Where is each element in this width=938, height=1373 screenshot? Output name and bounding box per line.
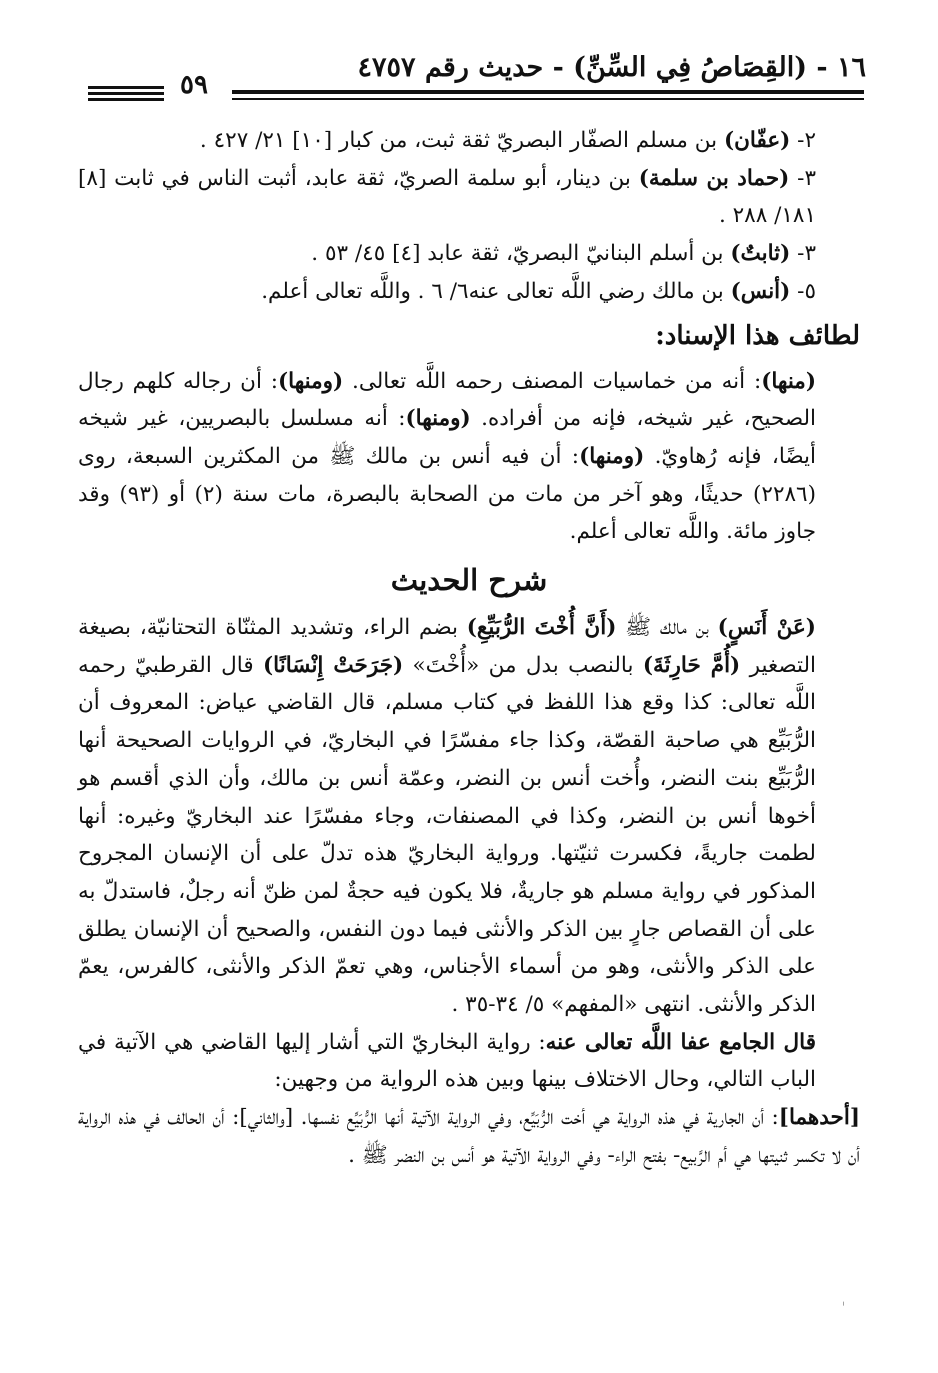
text-run: : أن رجاله كلهم رجال الصحيح، غير شيخه، فإنه من أفراده. [78, 368, 816, 432]
bold-term: قال الجامع عفا اللَّه تعالى عنه [545, 1029, 817, 1055]
page-body [78, 122, 860, 1175]
running-header-title: ١٦ - (القِصَاصُ فِي السِّنِّ) - حديث رقم ٤٧٥٧ [357, 52, 866, 83]
bold-term: [أحدهما] [778, 1105, 860, 1131]
text-run: : رواية البخاريّ التي أشار إليها القاضي هي الآتية في الباب التالي، وحال الاختلاف بينها وبين هذه الرواية من وجهين: [78, 1029, 816, 1093]
narrator-details: بن مالك رضي اللَّه تعالى عنه٦/ ٦ . واللَّه تعالى أعلم. [261, 278, 731, 304]
bold-term: (ومنها) [405, 406, 471, 432]
text-run: بالنصب بدل من «أُخْتَ» [403, 652, 643, 678]
text-run: : أن الجارية في هذه الرواية هي أخت الرُّبَيِّع، وفي الرواية الآتية أنها الرُّبَيِّع نفسها. [والثاني]: أن الحالف في هذه الرواية أن لا تكسر ثنيتها هي أم الرَّبيع- بفتح الراء- وفي الرواية الآتية هو أنس بن النضر ﷺ . [78, 1105, 860, 1168]
header-rule-left-top [88, 86, 164, 89]
sharh-paragraph-2 [78, 1024, 860, 1099]
page-number: ٥٩ [180, 70, 208, 100]
lataif-paragraph [78, 363, 860, 552]
narrator-name: (ثابتٌ) [730, 241, 791, 267]
narrator-entry [78, 122, 860, 160]
narrator-entry [78, 273, 860, 311]
text-run: بن مالك ﷺ [616, 615, 718, 641]
narrator-number: ٣- [789, 165, 816, 191]
bold-term: (ومنها) [579, 443, 645, 469]
header-rule-main-thick [232, 90, 864, 94]
sharh-paragraph-1 [78, 609, 860, 1024]
narrator-details: بن مسلم الصفّار البصريّ ثقة ثبت، من كبار [١٠] ٢١/ ٤٢٧ . [199, 128, 724, 153]
narrator-name: (عفّان) [723, 128, 791, 153]
bold-term: (جَرَحَتْ إِنْسَانًا) [263, 652, 404, 678]
bold-term: (منها) [761, 368, 816, 394]
sharh-paragraph-3 [78, 1099, 860, 1174]
bold-term: (أَنَّ أُخْتَ الرُّبَيِّعِ) [466, 615, 617, 641]
narrator-entry [78, 160, 860, 235]
header-rule-main-thin [232, 98, 864, 100]
narrator-name: (حماد بن سلمة) [638, 165, 790, 191]
text-run: قال القرطبيّ رحمه اللَّه تعالى: كذا وقع هذا اللفظ في كتاب مسلم، قال القاضي عياض: المعروف أن الرُّبَيِّع هي صاحبة القصّة، وكذا جاء مفسّرًا في البخاريّ، في الروايات الصحيحة أنها الرُّبَيِّع بنت النضر، وأُخت أنس بن النضر، وعمّة أنس بن مالك، وأن الذي أقسم هو أخوها أنس بن النضر، وكذا في المصنفات، وجاء مفسّرًا عند البخاريّ وغيره: أنها لطمت جاريةً، فكسرت ثنيّتها. ورواية البخاريّ هذه تدلّ على أن الإنسان المجروح المذكور في رواية مسلم هو جاريةٌ، فلا يكون فيه حجةٌ لمن ظنّ أنه رجلٌ، فاستدلّ به على أن القصاص جارٍ بين الذكر والأنثى فيما دون النفس، والصحيح أن الإنسان يطلق على الذكر والأنثى، وهو من أسماء الأجناس، وهي تعمّ الذكر والأنثى، كالفرس، يعمّ الذكر والأنثى. انتهى «المفهم» ٥/ ٣٤-٣٥ . [78, 652, 816, 1018]
narrator-details: بن دينار، أبو سلمة الصريّ، ثقة عابد، أثبت الناس في ثابت [٨] ١٨١/ ٢٨٨ . [78, 165, 816, 229]
bold-term: (أُمَّ حَارِثَةَ) [642, 652, 741, 678]
text-run: : أنه من خماسيات المصنف رحمه اللَّه تعالى. [343, 368, 762, 394]
bold-term: (عَنْ أَنَسٍ) [717, 615, 816, 641]
text-run: بضم الراء، وتشديد المثنّاة التحتانيّة، بصيغة التصغير [78, 615, 816, 678]
header-rule-left-bottom [88, 98, 164, 101]
narrator-number: ٥- [790, 278, 816, 304]
narrator-list [78, 122, 860, 311]
text-run: : أن فيه أنس بن مالك ﷺ من المكثرين السبعة، روى (٢٢٨٦) حديثًا، وهو آخر من مات من الصحابة بالبصرة، مات سنة (٢) أو (٩٣) وقد جاوز مائة. واللَّه تعالى أعلم. [78, 443, 816, 545]
narrator-details: بن أسلم البنانيّ البصريّ، ثقة عابد [٤] ٤٥/ ٥٣ . [311, 241, 731, 267]
lataif-heading: لطائف هذا الإسناد: [655, 320, 860, 351]
text-run: : أنه مسلسل بالبصريين، غير شيخه أيضًا، فإنه رُهاويّ. [78, 406, 817, 469]
sharh-heading: شرح الحديث [390, 563, 548, 598]
header-rule-left-mid [88, 92, 164, 95]
bold-term: (ومنها) [277, 368, 344, 394]
narrator-number: ٢- [790, 128, 816, 153]
narrator-number: ٣- [790, 241, 816, 267]
narrator-entry [78, 235, 860, 273]
narrator-name: (أنس) [730, 278, 791, 304]
